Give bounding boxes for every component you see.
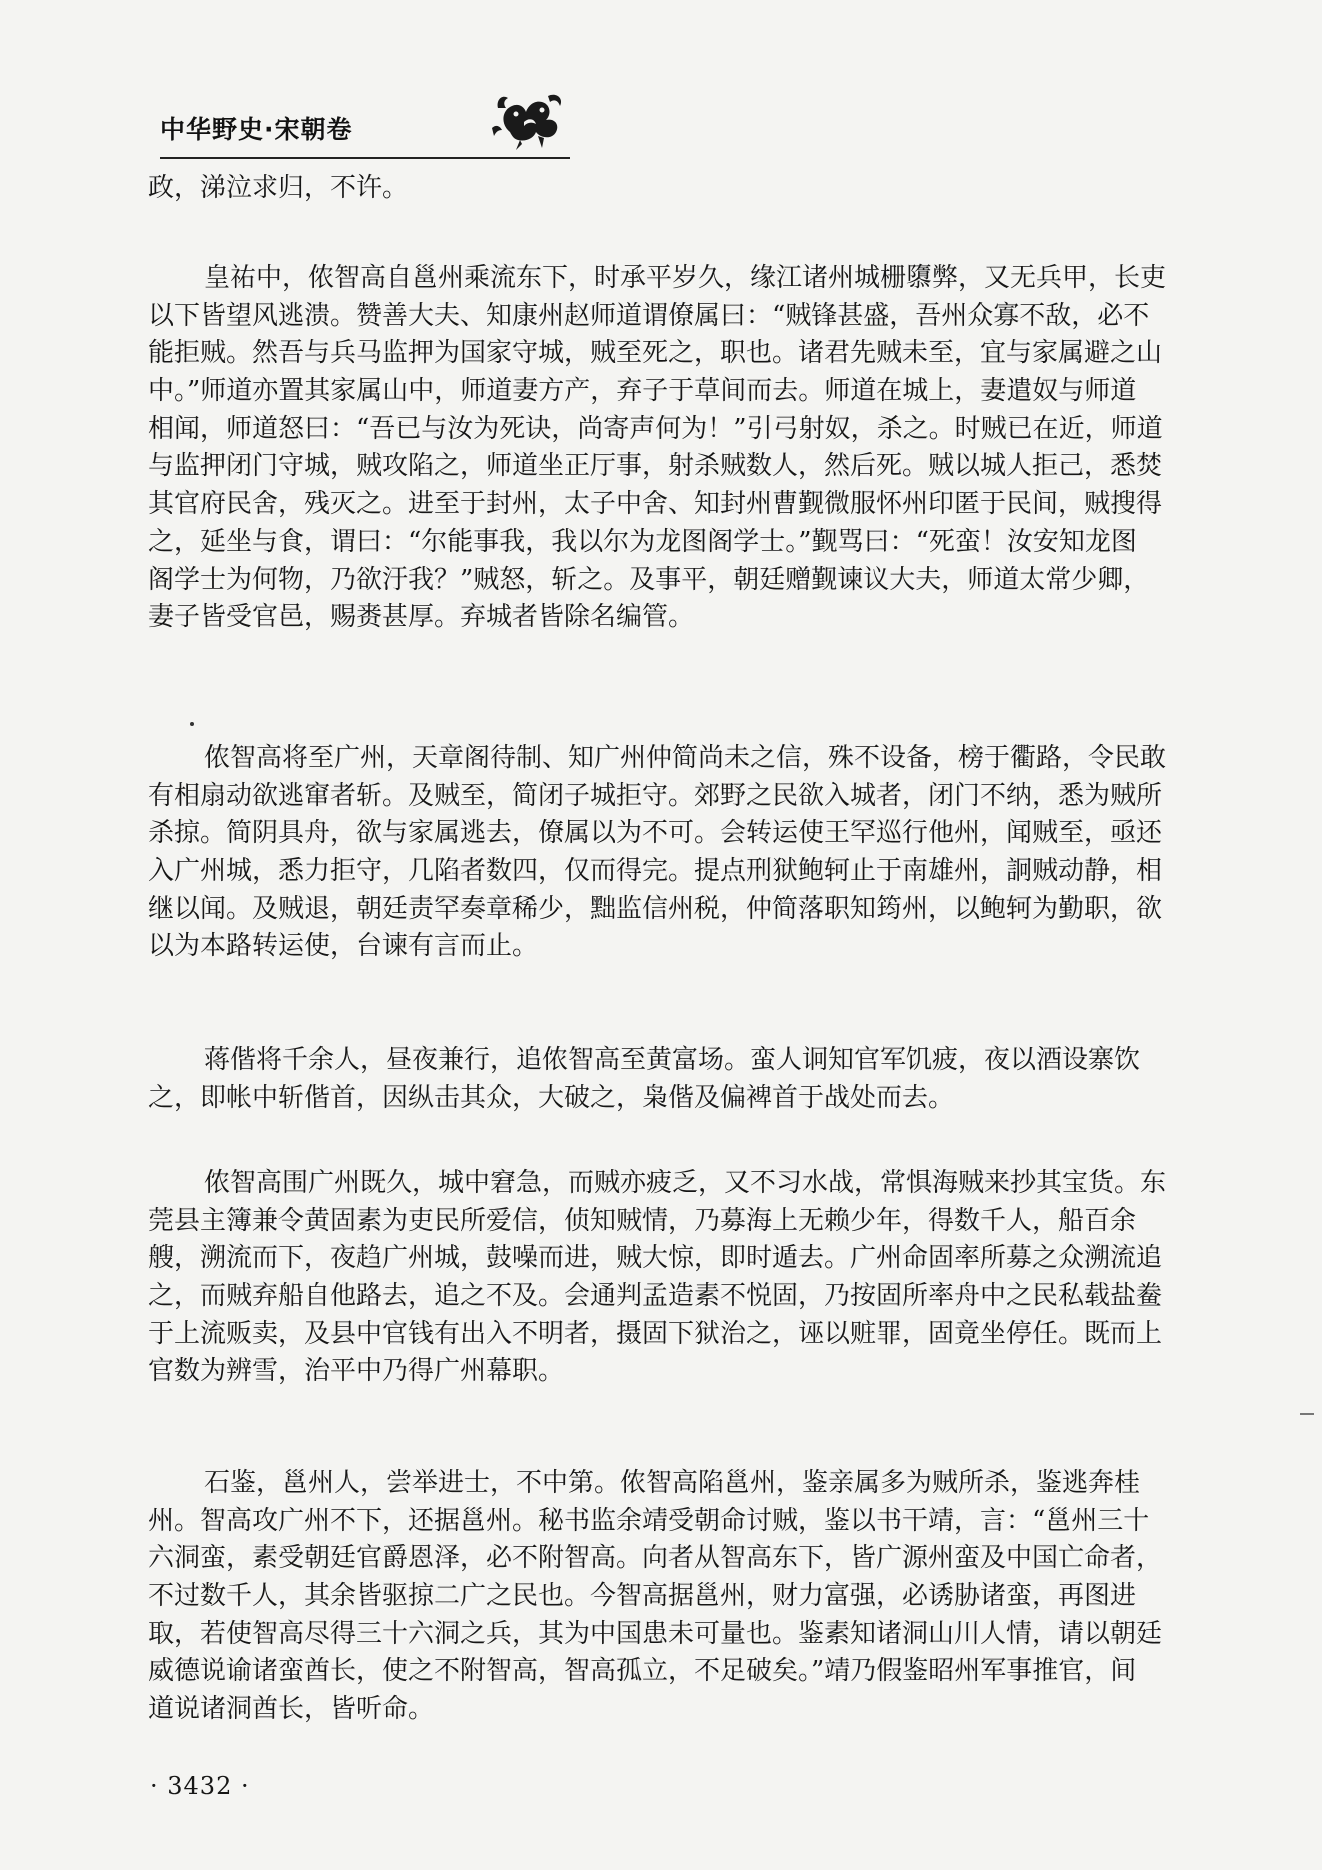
text-line: 于上流贩卖，及县中官钱有出入不明者，摄固下狱治之，诬以赃罪，固竟坐停任。既而上 <box>148 1318 1163 1349</box>
text-line: 官数为辨雪，治平中乃得广州幕职。 <box>148 1356 565 1387</box>
text-line: 与监押闭门守城，贼攻陷之，师道坐正厅事，射杀贼数人，然后死。贼以城人拒己，悉焚 <box>148 451 1163 482</box>
text-line: 以下皆望风逃溃。赞善大夫、知康州赵师道谓僚属曰：“贼锋甚盛，吾州众寡不敌，必不 <box>148 300 1150 331</box>
text-line: 阁学士为何物，乃欲汙我？”贼怒，斩之。及事平，朝廷赠觐谏议大夫，师道太常少卿， <box>148 564 1150 595</box>
text-line: 莞县主簿兼令黄固素为吏民所爱信，侦知贼情，乃募海上无赖少年，得数千人，船百余 <box>148 1205 1137 1236</box>
text-line: 道说诸洞酋长，皆听命。 <box>148 1694 435 1725</box>
text-line: 有相扇动欲逃窜者斩。及贼至，简闭子城拒守。郊野之民欲入城者，闭门不纳，悉为贼所 <box>148 780 1163 811</box>
text-line: 能拒贼。然吾与兵马监押为国家守城，贼至死之，职也。诸君先贼未至，宜与家属避之山 <box>148 338 1163 369</box>
text-line: 侬智高围广州既久，城中窘急，而贼亦疲乏，又不习水战，常惧海贼来抄其宝货。东 <box>204 1168 1167 1198</box>
paragraph-1 <box>148 260 1166 637</box>
text-line: 艘，溯流而下，夜趋广州城，鼓噪而进，贼大惊，即时遁去。广州命固率所募之众溯流追 <box>148 1243 1163 1274</box>
text-line: 之，延坐与食，谓曰：“尔能事我，我以尔为龙图阁学士。”觐骂曰：“死蛮！汝安知龙图 <box>148 526 1137 557</box>
text-line: 取，若使智高尽得三十六洞之兵，其为中国患未可量也。鉴素知诸洞山川人情，请以朝廷 <box>148 1618 1163 1649</box>
text-line: 相闻，师道怒曰：“吾已与汝为死诀，尚寄声何为！”引弓射奴，杀之。时贼已在近，师道 <box>148 413 1163 444</box>
text-line: 其官府民舍，残灭之。进至于封州，太子中舍、知封州曹觐微服怀州印匿于民间，贼搜得 <box>148 489 1163 520</box>
stray-dot <box>190 722 194 726</box>
paragraph-0 <box>148 170 408 208</box>
paragraph-2 <box>148 740 1166 966</box>
paragraph-3 <box>148 1042 1140 1117</box>
text-line: 威德说谕诸蛮酋长，使之不附智高，智高孤立，不足破矣。”靖乃假鉴昭州军事推官，间 <box>148 1656 1137 1687</box>
text-line: 中。”师道亦置其家属山中，师道妻方产，弃子于草间而去。师道在城上，妻遣奴与师道 <box>148 376 1137 407</box>
header-rule <box>160 157 570 159</box>
text-line: 六洞蛮，素受朝廷官爵恩泽，必不附智高。向者从智高东下，皆广源州蛮及中国亡命者， <box>148 1543 1163 1574</box>
text-line: 杀掠。简阴具舟，欲与家属逃去，僚属以为不可。会转运使王罕巡行他州，闻贼至，亟还 <box>148 818 1163 849</box>
text-line: 之，即帐中斩偕首，因纵击其众，大破之，枭偕及偏裨首于战处而去。 <box>148 1082 955 1113</box>
paragraph-4 <box>148 1165 1166 1391</box>
running-header <box>160 88 570 154</box>
text-line: 政，涕泣求归，不许。 <box>148 173 409 203</box>
book-title: 中华野史·宋朝卷 <box>160 115 353 144</box>
text-line: 侬智高将至广州，天章阁待制、知广州仲简尚未之信，殊不设备，榜于衢路，令民敢 <box>204 743 1167 773</box>
text-line: 妻子皆受官邑，赐赉甚厚。弃城者皆除名编管。 <box>148 602 695 633</box>
text-line: 继以闻。及贼退，朝廷责罕奏章稀少，黜监信州税，仲简落职知筠州，以鲍轲为勤职，欲 <box>148 893 1163 924</box>
text-line: 蒋偕将千余人，昼夜兼行，追侬智高至黄富场。蛮人诇知官军饥疲，夜以酒设寨饮 <box>204 1045 1141 1075</box>
text-line: 石鉴，邕州人，尝举进士，不中第。侬智高陷邕州，鉴亲属多为贼所杀，鉴逃奔桂 <box>204 1468 1141 1498</box>
edge-mark <box>1300 1413 1314 1415</box>
text-line: 以为本路转运使，台谏有言而止。 <box>148 931 539 962</box>
dragon-emblem-icon <box>490 88 570 150</box>
text-line: 不过数千人，其余皆驱掠二广之民也。今智高据邕州，财力富强，必诱胁诸蛮，再图进 <box>148 1581 1137 1612</box>
text-line: 之，而贼弃船自他路去，追之不及。会通判孟造素不悦固，乃按固所率舟中之民私载盐鲞 <box>148 1281 1163 1312</box>
paragraph-5 <box>148 1465 1162 1729</box>
page-number: · 3432 · <box>150 1772 250 1800</box>
text-line: 入广州城，悉力拒守，几陷者数四，仅而得完。提点刑狱鲍轲止于南雄州，詗贼动静，相 <box>148 856 1163 887</box>
text-line: 州。智高攻广州不下，还据邕州。秘书监余靖受朝命讨贼，鉴以书干靖，言：“邕州三十 <box>148 1505 1150 1536</box>
text-line: 皇祐中，侬智高自邕州乘流东下，时承平岁久，缘江诸州城栅隳弊，又无兵甲，长吏 <box>204 263 1167 293</box>
